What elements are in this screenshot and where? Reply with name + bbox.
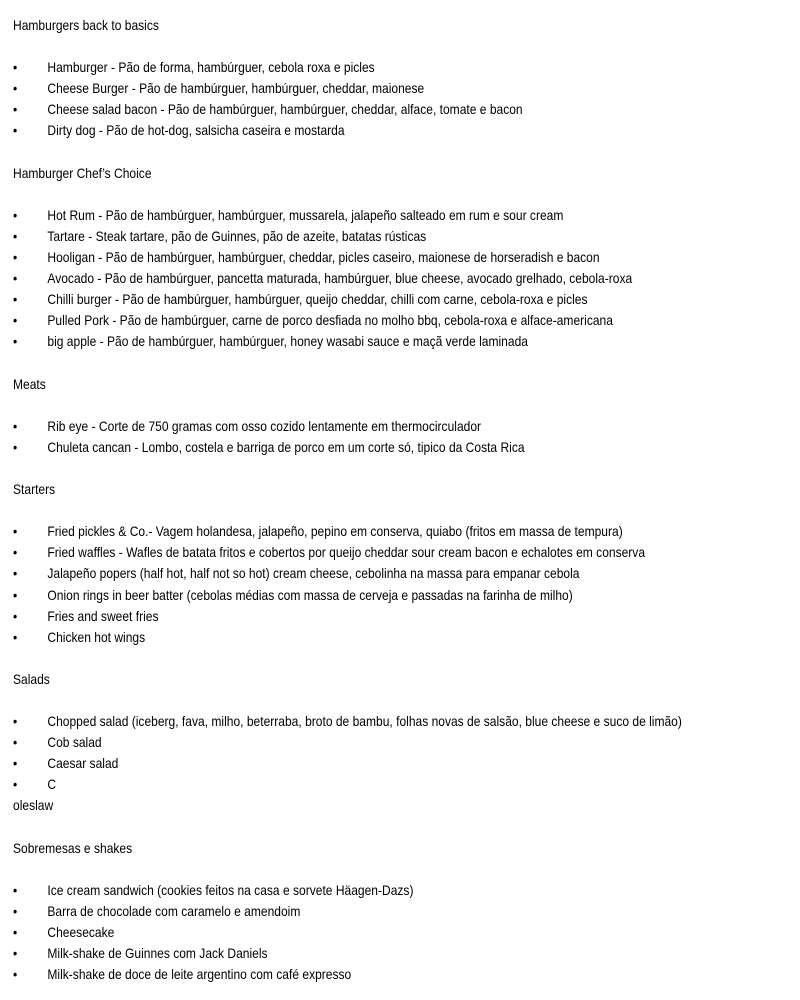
list-item: • Chilli burger - Pão de hambúrguer, hambúrguer, queijo cheddar, chilli com carne, cebola-roxa e picles xyxy=(13,289,684,310)
bullet-icon: • xyxy=(13,417,18,434)
list-item: • Avocado - Pão de hambúrguer, pancetta maturada, hambúrguer, blue cheese, avocado grelhado, cebola-roxa xyxy=(13,268,684,289)
bullet-icon: • xyxy=(13,755,18,772)
bullet-icon: • xyxy=(13,249,18,266)
bullet-icon: • xyxy=(13,122,18,139)
bullet-icon: • xyxy=(13,312,18,329)
list-item: • Tartare - Steak tartare, pão de Guinnes, pão de azeite, batatas rústicas xyxy=(13,226,684,247)
bullet-icon: • xyxy=(13,291,18,308)
section-heading: Meats xyxy=(13,375,46,392)
list-item: • Dirty dog - Pão de hot-dog, salsicha caseira e mostarda xyxy=(13,120,684,141)
bullet-icon: • xyxy=(13,565,18,582)
list-item: • Cob salad xyxy=(13,732,684,753)
bullet-icon: • xyxy=(13,333,18,350)
list-item: • Chuleta cancan - Lombo, costela e barriga de porco em um corte só, tipico da Costa Rica xyxy=(13,437,684,458)
bullet-icon: • xyxy=(13,945,18,962)
bullet-icon: • xyxy=(13,270,18,287)
bullet-icon: • xyxy=(13,101,18,118)
list-item: • big apple - Pão de hambúrguer, hambúrguer, honey wasabi sauce e maçã verde laminada xyxy=(13,331,684,352)
list-item: • Jalapeño popers (half hot, half not so hot) cream cheese, cebolinha na massa para empanar cebola xyxy=(13,563,684,584)
bullet-icon: • xyxy=(13,966,18,983)
list-item: • Onion rings in beer batter (cebolas médias com massa de cerveja e passadas na farinha de milho) xyxy=(13,585,684,606)
list-item: • Cheese salad bacon - Pão de hambúrguer, hambúrguer, cheddar, alface, tomate e bacon xyxy=(13,99,684,120)
section-heading: Hamburgers back to basics xyxy=(13,17,159,33)
menu-document xyxy=(13,15,793,985)
section-heading: Starters xyxy=(13,481,56,498)
list-item: • C xyxy=(13,774,684,795)
list-item: • Cheese Burger - Pão de hambúrguer, hambúrguer, cheddar, maionese xyxy=(13,78,684,99)
bullet-icon: • xyxy=(13,628,18,645)
list-item: • Fried pickles & Co.- Vagem holandesa, jalapeño, pepino em conserva, quiabo (fritos em massa de tempura) xyxy=(13,521,684,542)
list-item: • Hamburger - Pão de forma, hambúrguer, cebola roxa e picles xyxy=(13,57,684,78)
list-item: • Fries and sweet fries xyxy=(13,606,684,627)
bullet-icon: • xyxy=(13,902,18,919)
bullet-icon: • xyxy=(13,586,18,603)
list-item: • Caesar salad xyxy=(13,753,684,774)
bullet-icon: • xyxy=(13,206,18,223)
list-item: • Hot Rum - Pão de hambúrguer, hambúrguer, mussarela, jalapeño salteado em rum e sour cream xyxy=(13,205,684,226)
bullet-icon: • xyxy=(13,59,18,76)
bullet-icon: • xyxy=(13,776,18,793)
bullet-icon: • xyxy=(13,881,18,898)
bullet-icon: • xyxy=(13,734,18,751)
list-item: • Ice cream sandwich (cookies feitos na casa e sorvete Häagen-Dazs) xyxy=(13,880,684,901)
section-heading: Hamburger Chef’s Choice xyxy=(13,164,152,181)
section-heading: Salads xyxy=(13,670,50,687)
bullet-icon: • xyxy=(13,713,18,730)
list-item: • Milk-shake de Guinnes com Jack Daniels xyxy=(13,943,684,964)
list-item: • Cheesecake xyxy=(13,922,684,943)
list-item: • Pulled Pork - Pão de hambúrguer, carne de porco desfiada no molho bbq, cebola-roxa e alface-americana xyxy=(13,310,684,331)
section-heading: Sobremesas e shakes xyxy=(13,839,133,856)
bullet-icon: • xyxy=(13,227,18,244)
list-item: • Chopped salad (iceberg, fava, milho, beterraba, broto de bambu, folhas novas de salsão, blue cheese e suco de limão) xyxy=(13,711,684,732)
bullet-icon: • xyxy=(13,924,18,941)
bullet-icon: • xyxy=(13,523,18,540)
bullet-icon: • xyxy=(13,80,18,97)
list-item: • Milk-shake de doce de leite argentino com café expresso xyxy=(13,964,684,985)
bullet-icon: • xyxy=(13,438,18,455)
list-item: • Barra de chocolade com caramelo e amendoim xyxy=(13,901,684,922)
bullet-icon: • xyxy=(13,607,18,624)
list-item: • Rib eye - Corte de 750 gramas com osso cozido lentamente em thermocirculador xyxy=(13,416,684,437)
bullet-icon: • xyxy=(13,544,18,561)
list-item: • Fried waffles - Wafles de batata fritos e cobertos por queijo cheddar sour cream bacon e echalotes em conserva xyxy=(13,542,684,563)
list-item: • Chicken hot wings xyxy=(13,627,684,648)
trailing-text: oleslaw xyxy=(13,797,54,814)
list-item: • Hooligan - Pão de hambúrguer, hambúrguer, cheddar, picles caseiro, maionese de horseradish e bacon xyxy=(13,247,684,268)
